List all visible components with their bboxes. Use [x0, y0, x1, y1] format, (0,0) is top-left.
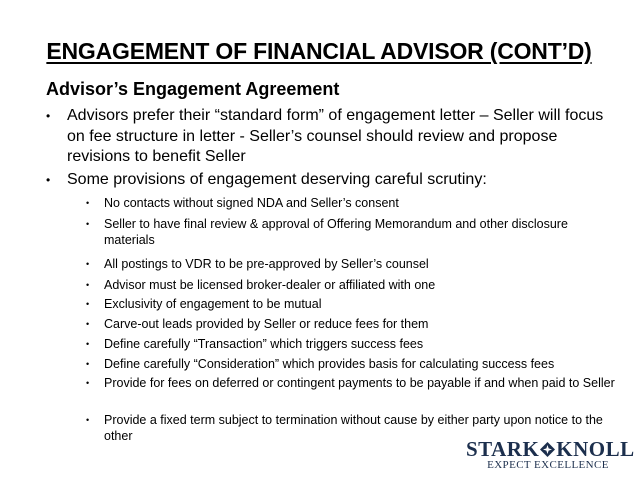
sub-bullet-item [86, 375, 616, 391]
logo-name-left: STARK [466, 437, 540, 461]
logo-name-right: KNOLL [556, 437, 635, 461]
sub-bullet-text: Exclusivity of engagement to be mutual [104, 297, 322, 311]
sub-bullet-text: Advisor must be licensed broker-dealer or affiliated with one [104, 278, 436, 292]
company-logo [466, 437, 635, 475]
sub-bullet-text: Seller to have final review & approval of Offering Memorandum and other disclosure materials [104, 217, 568, 247]
sub-bullet-item [86, 195, 616, 211]
sub-bullet-item [86, 356, 616, 372]
logo-tagline: EXPECT EXCELLENCE [487, 459, 609, 471]
bullet-item [46, 170, 606, 191]
sub-bullet-text: Provide a fixed term subject to termination without cause by either party upon notice to the other [104, 413, 603, 443]
sub-bullet-item [86, 256, 616, 272]
sub-bullet-item [86, 216, 616, 248]
bullet-icon: • [46, 109, 51, 123]
sub-bullet-item [86, 277, 616, 293]
sub-bullet-icon: • [86, 339, 90, 349]
slide-subtitle: Advisor’s Engagement Agreement [46, 79, 340, 99]
bullet-item [46, 106, 606, 168]
sub-bullet-text: Carve-out leads provided by Seller or reduce fees for them [104, 317, 429, 331]
sub-bullet-icon: • [86, 378, 90, 388]
sub-bullet-item [86, 296, 616, 312]
sub-bullet-icon: • [86, 415, 90, 425]
sub-bullet-icon: • [86, 359, 90, 369]
sub-bullet-icon: • [86, 259, 90, 269]
sub-bullet-item [86, 336, 616, 352]
bullet-text: Advisors prefer their “standard form” of engagement letter – Seller will focus on fee structure in letter - Seller’s counsel should review and propose revisions to benefit Seller [67, 107, 604, 165]
sub-bullet-text: Provide for fees on deferred or contingent payments to be payable if and when paid to Seller [104, 376, 615, 390]
sub-bullet-item [86, 316, 616, 332]
sub-bullet-text: All postings to VDR to be pre-approved by Seller’s counsel [104, 257, 429, 271]
sub-bullet-icon: • [86, 299, 90, 309]
sub-bullet-text: Define carefully “Consideration” which provides basis for calculating success fees [104, 357, 555, 371]
sub-bullet-text: Define carefully “Transaction” which triggers success fees [104, 337, 424, 351]
bullet-icon: • [46, 173, 51, 187]
bullet-text: Some provisions of engagement deserving careful scrutiny: [67, 171, 487, 188]
sub-bullet-icon: • [86, 319, 90, 329]
slide-title: ENGAGEMENT OF FINANCIAL ADVISOR (CONT’D) [46, 38, 592, 64]
sub-bullet-icon: • [86, 198, 90, 208]
sub-bullet-icon: • [86, 280, 90, 290]
sub-bullet-icon: • [86, 219, 90, 229]
diamond-star-icon [540, 442, 555, 457]
sub-bullet-text: No contacts without signed NDA and Seller’s consent [104, 196, 399, 210]
